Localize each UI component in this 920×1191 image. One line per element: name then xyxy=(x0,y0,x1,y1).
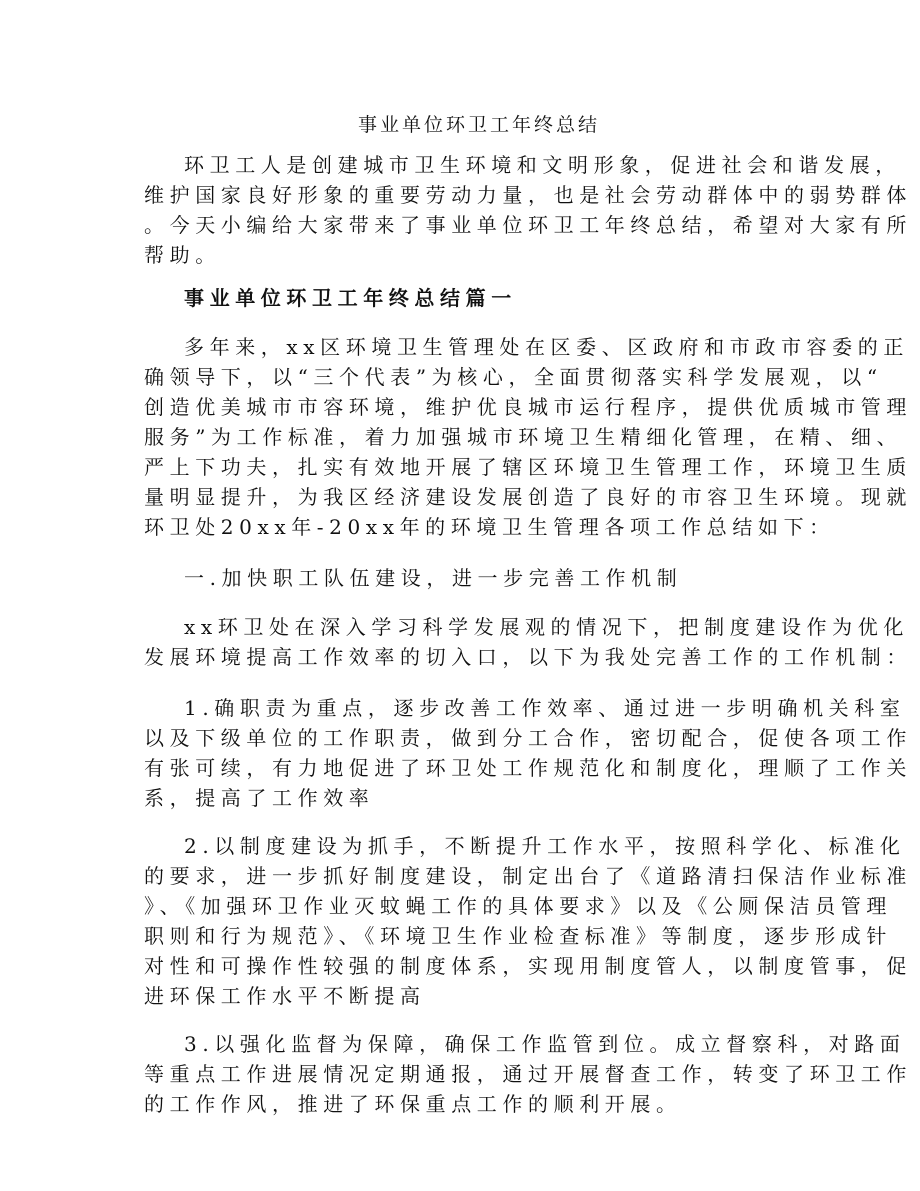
subheading-block xyxy=(144,563,784,593)
intro-paragraph xyxy=(144,150,912,270)
paragraph-1 xyxy=(144,332,912,542)
text-line: xx环卫处在深入学习科学发展观的情况下，把制度建设作为优化 xyxy=(184,615,909,639)
text-line: 对性和可操作性较强的制度体系，实现用制度管人，以制度管事，促 xyxy=(144,954,912,978)
section-heading: 事业单位环卫工年终总结篇一 xyxy=(184,286,517,310)
paragraph-2 xyxy=(144,612,912,672)
text-line: 2.以制度建设为抓手，不断提升工作水平，按照科学化、标准化 xyxy=(184,834,906,858)
text-line: 创造优美城市市容环境，维护优良城市运行程序，提供优质城市管理 xyxy=(144,395,912,419)
text-line: 。今天小编给大家带来了事业单位环卫工年终总结，希望对大家有所 xyxy=(144,213,912,237)
text-line: 系，提高了工作效率 xyxy=(144,786,375,810)
text-line: 确领导下，以“三个代表”为核心，全面贯彻落实科学发展观，以“ xyxy=(144,365,883,389)
text-line: 进环保工作水平不断提高 xyxy=(144,984,426,1008)
text-line: 的工作作风，推进了环保重点工作的顺利开展。 xyxy=(144,1092,682,1116)
text-line: 有张可续，有力地促进了环卫处工作规范化和制度化，理顺了工作关 xyxy=(144,756,912,780)
subheading: 一.加快职工队伍建设，进一步完善工作机制 xyxy=(184,566,683,590)
text-line: 发展环境提高工作效率的切入口，以下为我处完善工作的工作机制： xyxy=(144,645,912,669)
text-line: 量明显提升，为我区经济建设发展创造了良好的市容卫生环境。现就 xyxy=(144,485,912,509)
text-line: 服务”为工作标准，着力加强城市环境卫生精细化管理，在精、细、 xyxy=(144,425,903,449)
item-2 xyxy=(144,831,912,1011)
text-line: 1.确职责为重点，逐步改善工作效率、通过进一步明确机关科室 xyxy=(184,696,906,720)
text-line: 的要求，进一步抓好制度建设，制定出台了《道路清扫保洁作业标准 xyxy=(144,864,912,888)
section-heading-block xyxy=(144,283,784,313)
text-line: 3.以强化监督为保障，确保工作监管到位。成立督察科，对路面 xyxy=(184,1032,906,1056)
text-line: 严上下功夫，扎实有效地开展了辖区环境卫生管理工作，环境卫生质 xyxy=(144,455,912,479)
text-line: 环卫工人是创建城市卫生环境和文明形象，促进社会和谐发展， xyxy=(184,153,901,177)
text-line: 职则和行为规范》、《环境卫生作业检查标准》等制度，逐步形成针 xyxy=(144,924,892,948)
text-line: 多年来，xx区环境卫生管理处在区委、区政府和市政市容委的正 xyxy=(184,335,909,359)
text-line: 等重点工作进展情况定期通报，通过开展督查工作，转变了环卫工作 xyxy=(144,1062,912,1086)
document-title: 事业单位环卫工年终总结 xyxy=(357,114,600,136)
text-line: 》、《加强环卫作业灭蚊蝇工作的具体要求》以及《公厕保洁员管理 xyxy=(144,894,892,918)
text-line: 环卫处20xx年-20xx年的环境卫生管理各项工作总结如下： xyxy=(144,515,835,539)
item-1 xyxy=(144,693,912,813)
text-line: 帮助。 xyxy=(144,243,221,267)
item-3 xyxy=(144,1029,912,1119)
text-line: 以及下级单位的工作职责，做到分工合作，密切配合，促使各项工作 xyxy=(144,726,912,750)
text-line: 维护国家良好形象的重要劳动力量，也是社会劳动群体中的弱势群体 xyxy=(144,183,912,207)
